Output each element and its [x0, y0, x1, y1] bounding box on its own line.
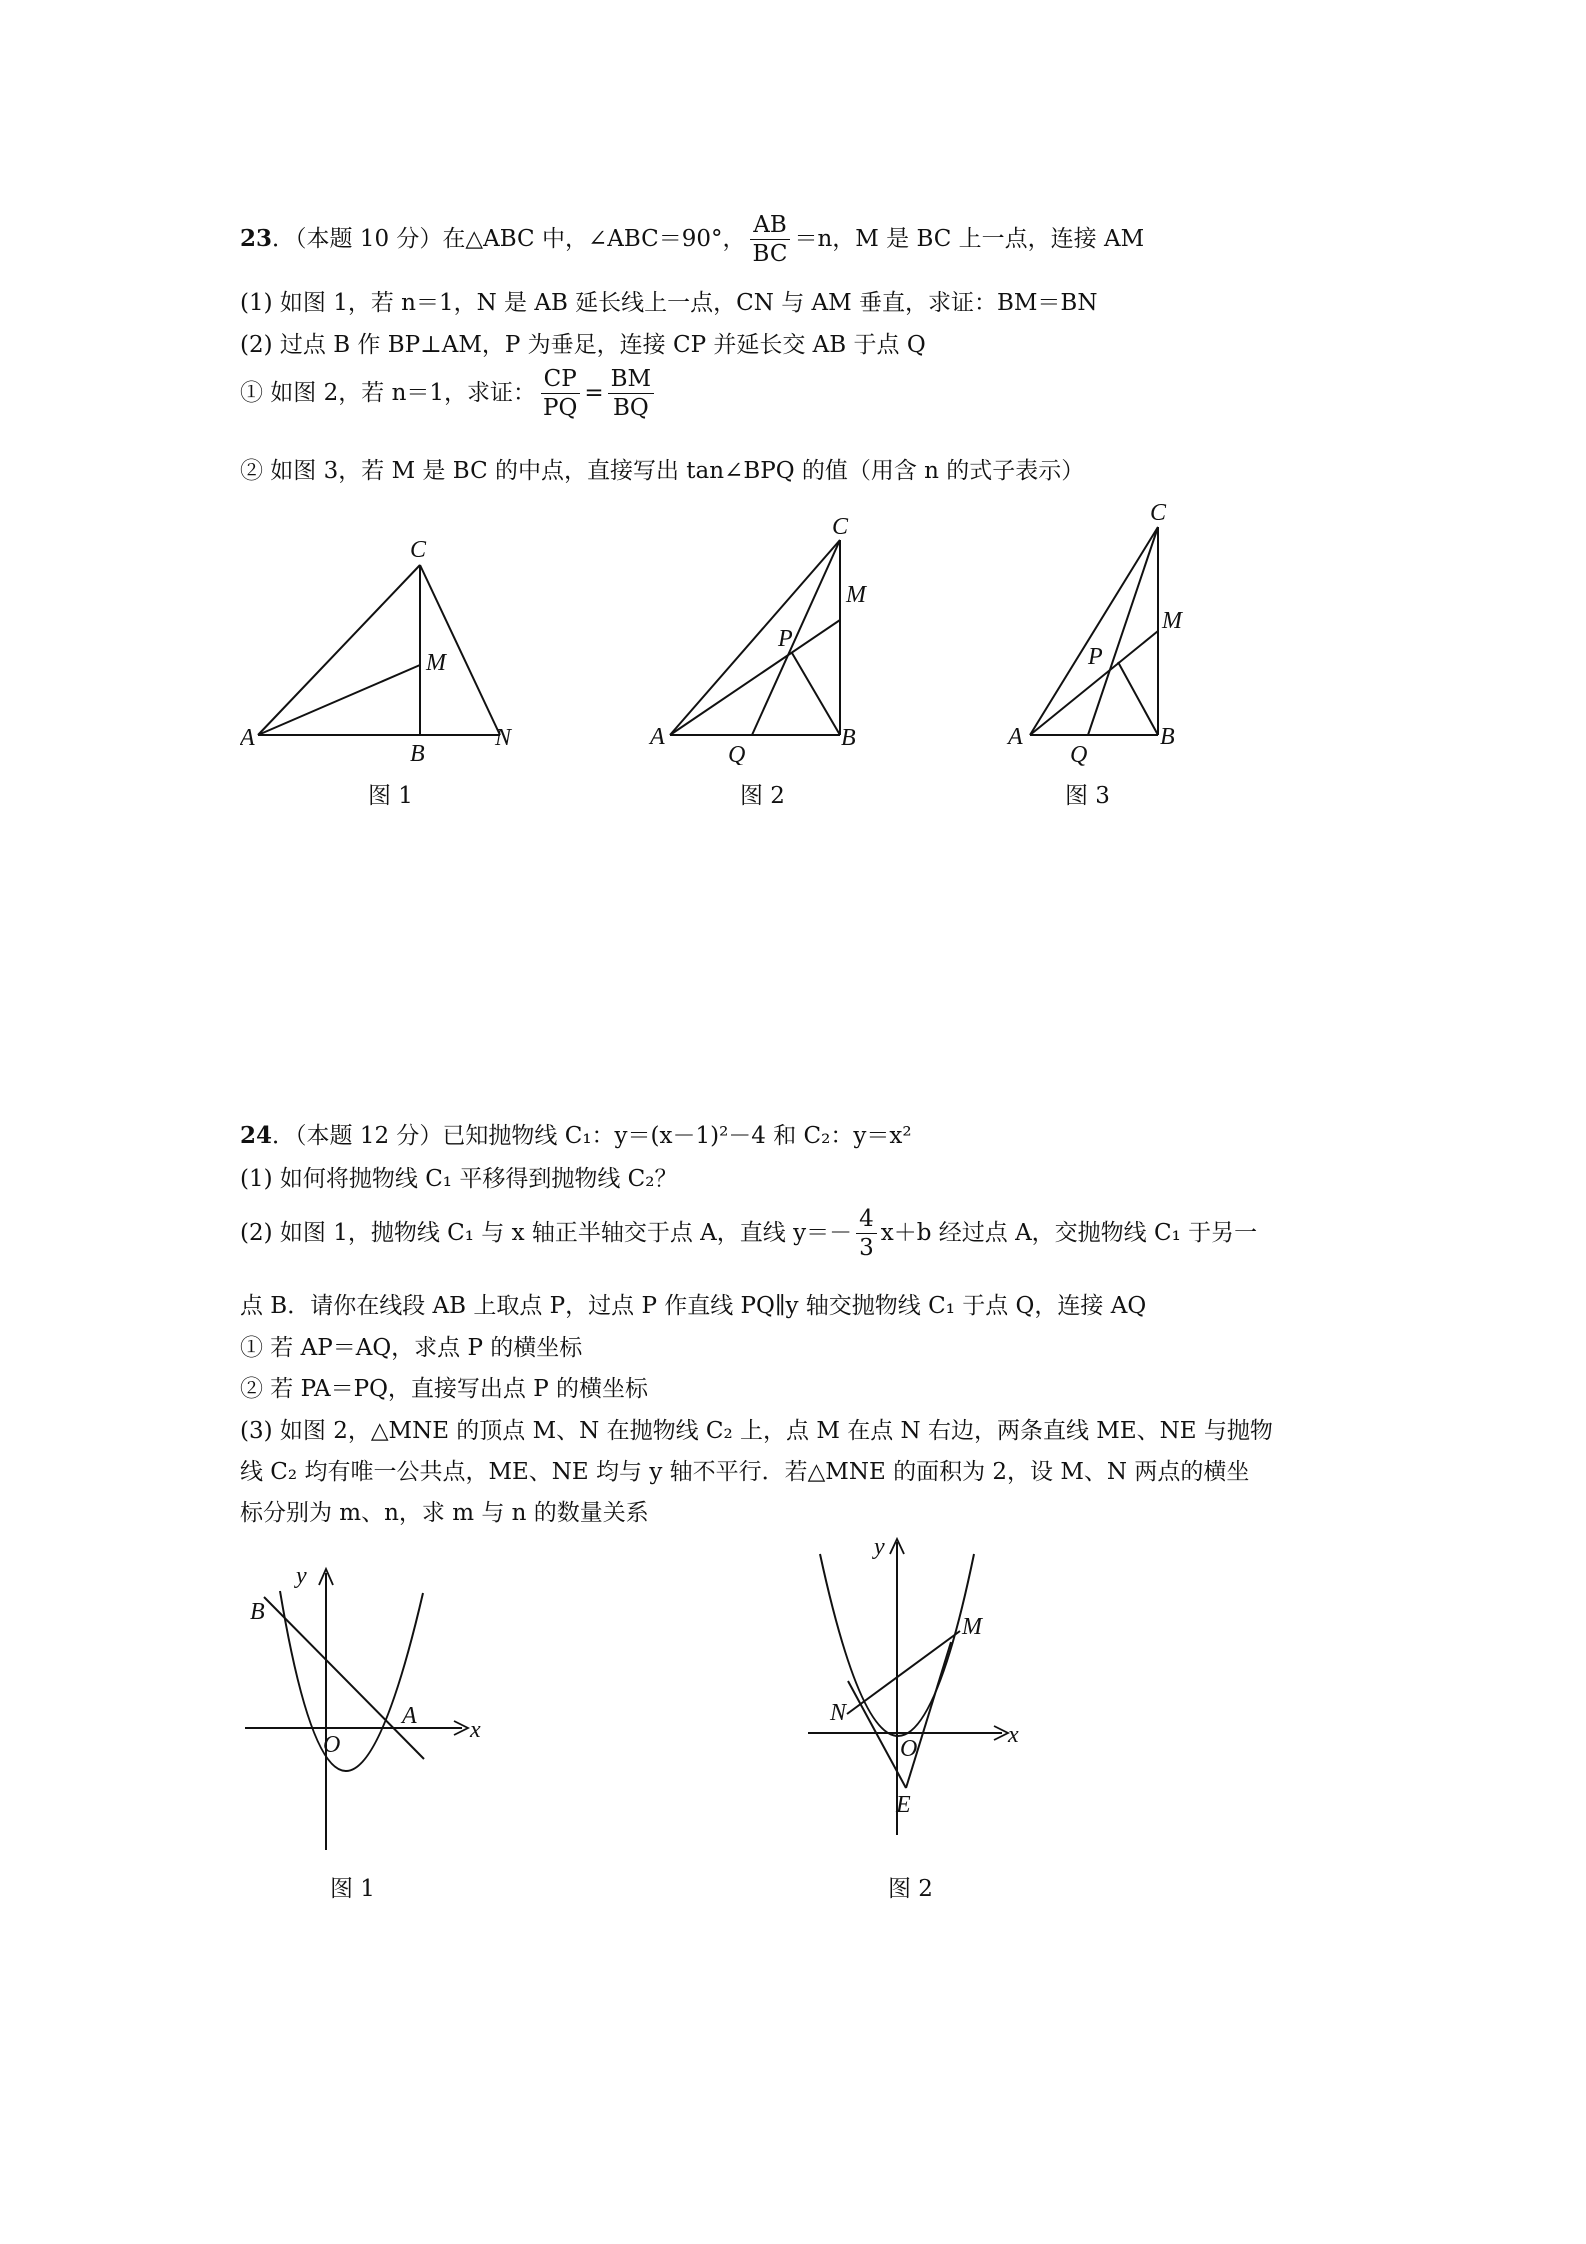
frac-num: BM: [608, 366, 654, 394]
q24-stem: 24．（本题 12 分）已知抛物线 C₁：y＝(x－1)²－4 和 C₂：y＝x²: [240, 1122, 912, 1149]
label-O: O: [900, 1736, 918, 1762]
label-B: B: [1160, 724, 1175, 750]
frac-den: BQ: [612, 395, 649, 422]
label-M: M: [426, 650, 446, 676]
q23-sub1-frac-right: [608, 366, 654, 422]
q23-stem: 23．（本题 10 分）在△ABC 中，∠ABC＝90°， $\frac{AB}{BC}$ ＝n，M 是 BC 上一点，连接 AM: [240, 212, 1145, 268]
label-M: M: [962, 1614, 982, 1640]
label-A: A: [650, 724, 665, 750]
q24-part3-l1: (3) 如图 2，△MNE 的顶点 M、N 在抛物线 C₂ 上，点 M 在点 N 右边，两条直线 ME、NE 与抛物: [240, 1418, 1273, 1444]
q23-sub2: ② 如图 3，若 M 是 BC 的中点，直接写出 tan∠BPQ 的值（用含 n 的式子表示）: [240, 458, 1085, 484]
q23-caption-3: 图 3: [1065, 783, 1110, 809]
label-M: M: [846, 582, 866, 608]
label-A: A: [1008, 724, 1023, 750]
label-C: C: [1150, 500, 1167, 526]
label-O: O: [323, 1732, 341, 1758]
label-A: A: [240, 725, 255, 751]
q23-ratio-num: AB: [750, 212, 790, 240]
q24-part2-text: (2) 如图 1，抛物线 C₁ 与 x 轴正半轴交于点 A，直线 y＝－: [240, 1219, 853, 1246]
label-B: B: [250, 1599, 265, 1625]
label-C: C: [832, 514, 849, 540]
q23-figure-3: [1000, 492, 1220, 767]
q23-part1: (1) 如图 1，若 n＝1，N 是 AB 延长线上一点，CN 与 AM 垂直，求证：BM＝BN: [240, 290, 1098, 316]
q24-sub2: ② 若 PA＝PQ，直接写出点 P 的横坐标: [240, 1376, 649, 1402]
q23-sub1-frac-left: [540, 366, 580, 422]
label-B: B: [410, 741, 425, 767]
q24-figure-1: [240, 1555, 500, 1865]
label-M: M: [1162, 608, 1182, 634]
frac-num: 4: [856, 1206, 877, 1234]
label-y: y: [874, 1534, 885, 1560]
label-E: E: [896, 1792, 911, 1818]
q24-part2-tail: x＋b 经过点 A，交抛物线 C₁ 于另一: [880, 1219, 1258, 1246]
q23-sub1: ① 如图 2，若 n＝1，求证： $\frac{CP}{PQ}$ = $\frac{BM}{BQ}$: [240, 366, 658, 422]
q23-caption-2: 图 2: [740, 783, 785, 809]
label-C: C: [410, 537, 427, 563]
q23-figure-1: [240, 525, 530, 770]
frac-num: CP: [541, 366, 580, 394]
q24-part2: [240, 1206, 1257, 1262]
q24-number: 24: [240, 1122, 273, 1149]
q24-sub1: ① 若 AP＝AQ，求点 P 的横坐标: [240, 1335, 583, 1361]
q24-caption-1: 图 1: [330, 1876, 375, 1902]
q24-intro: （本题 12 分）已知抛物线 C₁：y＝(x－1)²－4 和 C₂：y＝x²: [295, 1123, 912, 1149]
q24-slope-fraction: [856, 1206, 877, 1262]
q24-part1: (1) 如何将抛物线 C₁ 平移得到抛物线 C₂？: [240, 1166, 678, 1192]
q24-caption-2: 图 2: [888, 1876, 933, 1902]
label-Q: Q: [1070, 742, 1088, 767]
label-y: y: [296, 1563, 307, 1589]
label-N: N: [830, 1700, 847, 1726]
label-N: N: [495, 725, 512, 751]
frac-den: 3: [859, 1235, 874, 1262]
q23-figure-2: [640, 510, 890, 765]
label-B: B: [841, 725, 856, 751]
label-x: x: [470, 1717, 481, 1743]
label-A: A: [402, 1703, 417, 1729]
label-x: x: [1008, 1722, 1019, 1748]
q24-figure-2: [800, 1530, 1040, 1845]
q23-intro: （本题 10 分）在△ABC 中，∠ABC＝90°，: [295, 225, 746, 252]
q23-caption-1: 图 1: [368, 783, 413, 809]
frac-den: PQ: [543, 395, 578, 422]
q23-sub1-text: ① 如图 2，若 n＝1，求证：: [240, 379, 537, 406]
q23-part2: (2) 过点 B 作 BP⊥AM，P 为垂足，连接 CP 并延长交 AB 于点 Q: [240, 332, 926, 358]
label-Q: Q: [728, 742, 746, 765]
q23-ratio-den: BC: [752, 241, 788, 268]
q23-intro-tail: ＝n，M 是 BC 上一点，连接 AM: [794, 225, 1145, 252]
q23-ratio-fraction: [750, 212, 791, 268]
q23-number: 23: [240, 224, 273, 252]
label-P: P: [1088, 644, 1103, 670]
q24-part2-line2: 点 B．请你在线段 AB 上取点 P，过点 P 作直线 PQ∥y 轴交抛物线 C₁ 于点 Q，连接 AQ: [240, 1293, 1147, 1319]
label-P: P: [778, 626, 793, 652]
q24-part3-l3: 标分别为 m、n，求 m 与 n 的数量关系: [240, 1500, 649, 1526]
q24-part3-l2: 线 C₂ 均有唯一公共点，ME、NE 均与 y 轴不平行．若△MNE 的面积为 2，设 M、N 两点的横坐: [240, 1459, 1250, 1485]
